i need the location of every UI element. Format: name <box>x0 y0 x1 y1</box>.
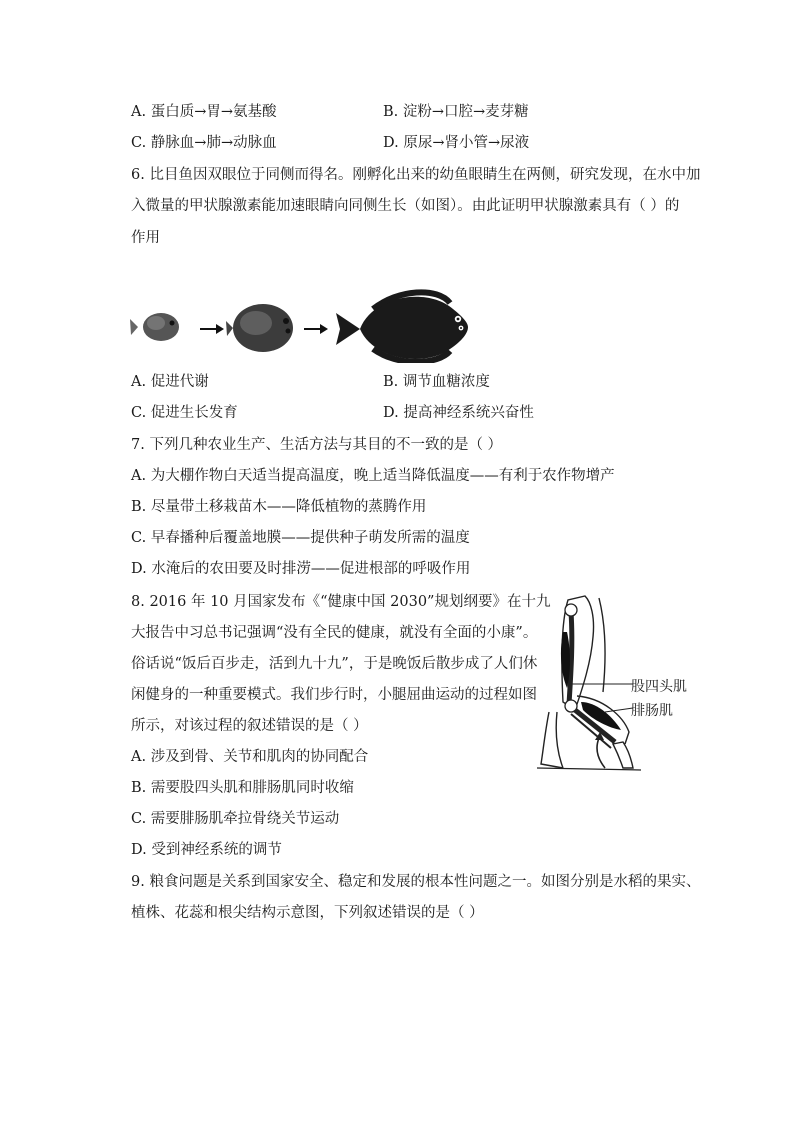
q6-option-a: A. 促进代谢 <box>131 374 209 390</box>
q6-stem-line-1: 6. 比目鱼因双眼位于同侧而得名。刚孵化出来的幼鱼眼睛生在两侧，研究发现，在水中加 <box>131 167 701 183</box>
larva-fish-small <box>130 313 179 341</box>
q8-stem-line-3: 俗话说“饭后百步走，活到九十九”，于是晚饭后散步成了人们休 <box>131 656 538 672</box>
q8-option-a: A. 涉及到骨、关节和肌肉的协同配合 <box>131 749 369 765</box>
label-gastrocnemius: 腓肠肌 <box>631 703 673 719</box>
q8-stem-line-5: 所示，对该过程的叙述错误的是（ ） <box>131 718 368 734</box>
q7-stem: 7. 下列几种农业生产、生活方法与其目的不一致的是（ ） <box>131 437 503 453</box>
q5-option-d: D. 原尿→肾小管→尿液 <box>383 135 530 151</box>
q6-stem-line-2: 入微量的甲状腺激素能加速眼睛向同侧生长（如图）。由此证明甲状腺激素具有（ ）的 <box>131 198 680 214</box>
adult-flatfish <box>336 292 468 362</box>
q6-option-b: B. 调节血糖浓度 <box>383 374 490 390</box>
q8-option-d: D. 受到神经系统的调节 <box>131 842 282 858</box>
label-quadriceps: 股四头肌 <box>631 679 687 695</box>
q7-option-c: C. 早春播种后覆盖地膜——提供种子萌发所需的温度 <box>131 530 470 546</box>
q6-option-d: D. 提高神经系统兴奋性 <box>383 405 534 421</box>
q6-stem-line-3: 作用 <box>131 230 160 246</box>
q8-option-b: B. 需要股四头肌和腓肠肌同时收缩 <box>131 780 354 796</box>
q6-option-c: C. 促进生长发育 <box>131 405 238 421</box>
q8-stem-line-4: 闲健身的一种重要模式。我们步行时，小腿屈曲运动的过程如图 <box>131 687 537 703</box>
larva-fish-medium <box>226 304 293 352</box>
arrow-right-icon <box>200 324 224 334</box>
leg-muscle-figure <box>533 592 643 774</box>
q5-option-c: C. 静脉血→肺→动脉血 <box>131 135 277 151</box>
arrow-right-icon <box>304 324 328 334</box>
q7-option-b: B. 尽量带土移栽苗木——降低植物的蒸腾作用 <box>131 499 427 515</box>
q7-option-d: D. 水淹后的农田要及时排涝——促进根部的呼吸作用 <box>131 561 471 577</box>
flatfish-development-figure <box>128 283 473 363</box>
q7-option-a: A. 为大棚作物白天适当提高温度，晚上适当降低温度——有利于农作物增产 <box>131 468 615 484</box>
q8-option-c: C. 需要腓肠肌牵拉骨绕关节运动 <box>131 811 340 827</box>
q5-option-a: A. 蛋白质→胃→氨基酸 <box>131 104 277 120</box>
q8-stem-line-1: 8. 2016 年 10 月国家发布《“健康中国 2030”规划纲要》在十九 <box>131 594 551 610</box>
q5-option-b: B. 淀粉→口腔→麦芽糖 <box>383 104 529 120</box>
q8-stem-line-2: 大报告中习总书记强调“没有全民的健康，就没有全面的小康”。 <box>131 625 538 641</box>
q9-stem-line-1: 9. 粮食问题是关系到国家安全、稳定和发展的根本性问题之一。如图分别是水稻的果实、 <box>131 874 701 890</box>
q9-stem-line-2: 植株、花蕊和根尖结构示意图，下列叙述错误的是（ ） <box>131 905 484 921</box>
